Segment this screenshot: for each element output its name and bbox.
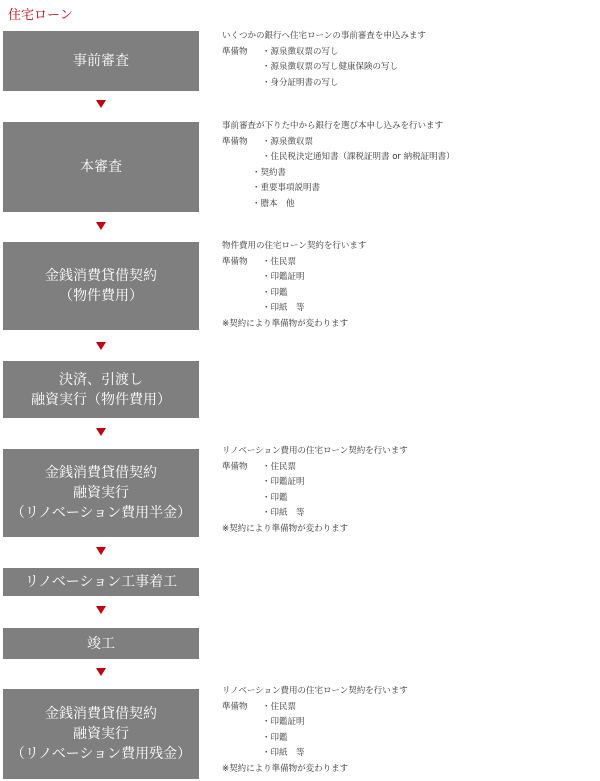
step-label: 金銭消費貸借契約 xyxy=(45,706,157,722)
step-label: （物件費用） xyxy=(59,288,143,304)
items-label: 準備物 xyxy=(222,461,248,472)
description-note: ※契約により準備物が変わります xyxy=(222,318,349,329)
item-entry: ・住民票 xyxy=(262,701,297,712)
step-description xyxy=(222,684,592,778)
description-note: ※契約により準備物が変わります xyxy=(222,523,349,534)
item-entry: ・印鑑証明 xyxy=(262,477,305,488)
down-arrow-icon xyxy=(96,668,106,676)
item-entry: ・印紙 等 xyxy=(262,748,305,759)
item-entry: ・身分証明書の写し xyxy=(262,77,339,88)
step-label: 融資実行 xyxy=(73,485,129,501)
step-label: 決済、引渡し xyxy=(59,371,143,388)
step-box xyxy=(3,449,199,537)
step-description xyxy=(222,239,592,333)
item-entry: ・印鑑 xyxy=(262,492,288,503)
item-entry: ・印紙 等 xyxy=(262,508,305,519)
step-label: 本審査 xyxy=(80,159,122,175)
step-box xyxy=(3,628,199,659)
down-arrow-icon xyxy=(96,100,106,108)
items-label: 準備物 xyxy=(222,136,248,147)
step-box xyxy=(3,568,199,596)
step-label: 融資実行 xyxy=(73,726,129,742)
step-label: 事前審査 xyxy=(73,53,129,69)
step-box xyxy=(3,242,199,330)
description-intro: いくつかの銀行へ住宅ローンの事前審査を申込みます xyxy=(222,31,426,41)
items-label: 準備物 xyxy=(222,701,248,712)
step-description xyxy=(222,29,592,91)
down-arrow-icon xyxy=(96,342,106,350)
items-label: 準備物 xyxy=(222,46,248,57)
step-label: 金銭消費貸借契約 xyxy=(45,268,157,284)
item-entry: ・住民票 xyxy=(262,461,297,472)
step-box xyxy=(3,689,199,779)
item-entry: ・印鑑証明 xyxy=(262,272,305,283)
down-arrow-icon xyxy=(96,428,106,436)
step-box xyxy=(3,31,199,91)
page-title: 住宅ローン xyxy=(8,8,73,23)
item-entry: ・重要事項説明書 xyxy=(252,183,321,194)
step-label: （リノベーション費用残金） xyxy=(10,746,192,762)
item-entry: ・住民票 xyxy=(262,256,297,267)
item-entry: ・住民税決定通知書（課税証明書 or 納税証明書） xyxy=(262,152,455,163)
item-entry: ・印鑑 xyxy=(262,732,288,743)
items-label: 準備物 xyxy=(222,256,248,267)
item-entry: ・謄本 他 xyxy=(252,198,295,209)
item-entry: ・印鑑 xyxy=(262,287,288,298)
item-entry: ・印鑑証明 xyxy=(262,717,305,728)
item-entry: ・契約書 xyxy=(252,167,287,178)
down-arrow-icon xyxy=(96,606,106,614)
description-intro: 事前審査が下りた中から銀行を選び本申し込みを行います xyxy=(222,121,444,131)
step-box xyxy=(3,361,199,418)
description-intro: リノベーション費用の住宅ローン契約を行います xyxy=(222,686,408,696)
step-description xyxy=(222,444,592,538)
step-label: 金銭消費貸借契約 xyxy=(45,465,157,481)
step-box xyxy=(3,122,199,212)
item-entry: ・源泉徴収票 xyxy=(262,136,314,147)
item-entry: ・源泉徴収票の写し xyxy=(262,46,339,57)
description-intro: 物件費用の住宅ローン契約を行います xyxy=(222,241,367,251)
step-label: 竣工 xyxy=(87,635,115,652)
step-description xyxy=(222,119,592,213)
item-entry: ・印紙 等 xyxy=(262,303,305,314)
item-entry: ・源泉徴収票の写し健康保険の写し xyxy=(262,62,399,73)
step-label: 融資実行（物件費用） xyxy=(31,391,171,408)
description-note: ※契約により準備物が変わります xyxy=(222,763,349,774)
description-intro: リノベーション費用の住宅ローン契約を行います xyxy=(222,446,408,456)
down-arrow-icon xyxy=(96,222,106,230)
down-arrow-icon xyxy=(96,547,106,555)
step-label: リノベーション工事着工 xyxy=(24,574,178,590)
step-label: （リノベーション費用半金） xyxy=(10,505,192,521)
